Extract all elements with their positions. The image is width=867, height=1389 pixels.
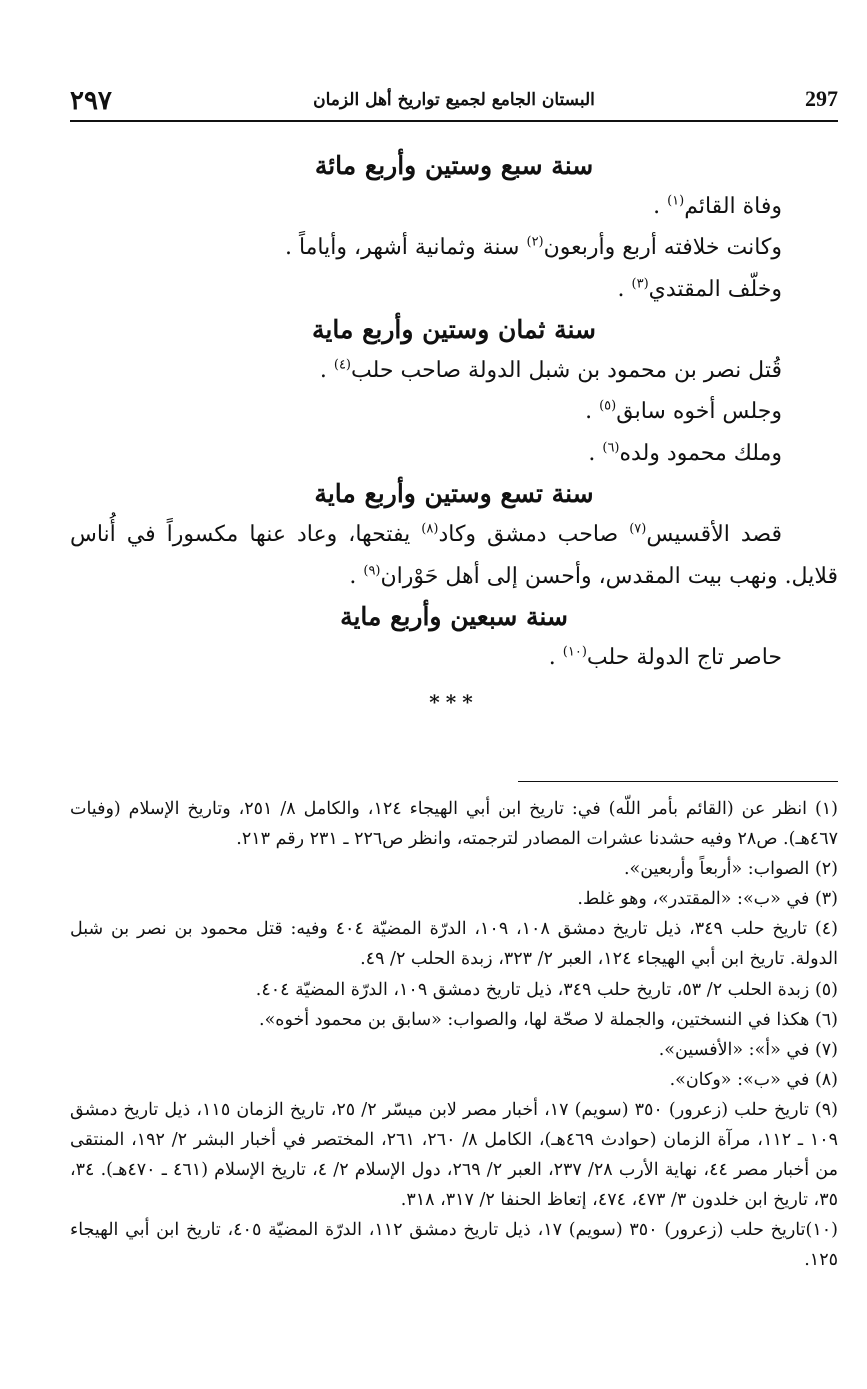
footnote-ref[interactable]: (٨) — [421, 521, 439, 537]
year-heading: سنة تسع وستين وأربع ماية — [314, 479, 594, 509]
footnote: (١) انظر عن (القائم بأمر اللّه) في: تاريخ ابن أبي الهيجاء ١٢٤، والكامل ٨/ ٢٥١، وتاريخ الإسلام (وفيات ٤٦٧هـ). ص٢٨ وفيه حشدنا عشرات المصادر لترجمته، وانظر ص٢٢٦ ـ ٢٣١ رقم ٢١٣. — [70, 799, 838, 850]
running-title: البستان الجامع لجميع تواريخ أهل الزمان — [313, 90, 595, 110]
footnote: (٦) هكذا في النسختين، والجملة لا صحّة لها، والصواب: «سابق بن محمود أخوه». — [259, 1009, 838, 1030]
year-heading: سنة ثمان وستين وأربع ماية — [312, 315, 596, 345]
footnote-ref[interactable]: (٧) — [629, 521, 647, 537]
text-line: وكانت خلافته أربع وأربعون$^{(٢)}$ سنة وثمانية أشهر، وأياماً . — [284, 235, 782, 261]
footnote-ref[interactable]: (٤) — [333, 357, 351, 373]
running-header — [70, 84, 838, 122]
main-text — [70, 146, 838, 714]
footnote-number: (٥) — [814, 979, 838, 1000]
footnote-ref[interactable]: (٢) — [526, 235, 544, 251]
footnote: (١٠)تاريخ حلب (زعرور) ٣٥٠ (سويم) ١٧، ذيل تاريخ دمشق ١١٢، الدرّة المضيّة ٤٠٥، تاريخ ابن أبي الهيجاء ١٢٥. — [70, 1220, 838, 1271]
footnote: (٧) في «أ»: «الأفسين». — [658, 1039, 838, 1060]
page-number-latin: 297 — [805, 86, 838, 111]
footnote-number: (٣) — [814, 889, 838, 910]
text-line: وملك محمود ولده$^{(٦)}$ . — [588, 440, 782, 466]
footnote: (٩) تاريخ حلب (زعرور) ٣٥٠ (سويم) ١٧، أخبار مصر لابن ميسّر ٢/ ٢٥، تاريخ الزمان ١١٥، ذيل تاريخ دمشق ١٠٩ ـ ١١٢، مرآة الزمان (حوادث ٤٦٩هـ)، الكامل ٨/ ٢٦٠، ٢٦١، المختصر في أخبار البشر ٢/ ١٩٢، المنتقى من أخبار مصر ٤٤، نهاية الأرب ٢٨/ ٢٣٧، العبر ٢/ ٢٦٩، دول الإسلام ٢/ ٤، تاريخ الإسلام (٤٦١ ـ ٤٧٠هـ). ٣٤، ٣٥، تاريخ ابن خلدون ٣/ ٤٧٣، ٤٧٤، إتعاظ الحنفا ٢/ ٣١٧، ٣١٨. — [70, 1099, 839, 1211]
footnotes — [70, 794, 838, 1276]
page-number-arabic: ٢٩٧ — [70, 86, 112, 116]
footnote-number: (٦) — [814, 1009, 838, 1030]
footnote-ref[interactable]: (١) — [667, 193, 685, 209]
footnote: (٣) في «ب»: «المقتدر»، وهو غلط. — [577, 889, 838, 910]
footnote: (٨) في «ب»: «وكان». — [669, 1069, 838, 1090]
text-line: وجلس أخوه سابق$^{(٥)}$ . — [585, 399, 782, 425]
footnote-number: (٩) — [814, 1099, 838, 1120]
footnote-number: (٤) — [814, 919, 838, 940]
footnote-ref[interactable]: (٥) — [599, 399, 617, 415]
footnote-number: (١) — [814, 799, 838, 819]
footnote-rule — [518, 781, 838, 782]
year-heading: سنة سبعين وأربع ماية — [340, 601, 568, 631]
text-line: وفاة القائم$^{(١)}$ . — [653, 193, 782, 219]
footnote-number: (٢) — [814, 859, 838, 880]
footnote: (٥) زبدة الحلب ٢/ ٥٣، تاريخ حلب ٣٤٩، ذيل تاريخ دمشق ١٠٩، الدرّة المضيّة ٤٠٤. — [255, 979, 838, 1000]
footnote-ref[interactable]: (٩) — [363, 563, 381, 579]
footnote-ref[interactable]: (٦) — [602, 440, 620, 456]
text-line: وخلّف المقتدي$^{(٣)}$ . — [617, 276, 782, 302]
footnote-number: (١٠) — [805, 1220, 838, 1241]
text-line: حاصر تاج الدولة حلب$^{(١٠)}$ . — [548, 644, 782, 670]
footnote: (٤) تاريخ حلب ٣٤٩، ذيل تاريخ دمشق ١٠٨، ١٠٩، الدرّة المضيّة ٤٠٤ وفيه: قتل محمود بن نصر بن شبل الدولة. تاريخ ابن أبي الهيجاء ١٢٤، العبر ٢/ ٣٢٣، زبدة الحلب ٢/ ٤٩. — [70, 919, 838, 970]
footnote-number: (٨) — [814, 1069, 838, 1090]
footnote-number: (٧) — [814, 1039, 838, 1060]
footnote-ref[interactable]: (١٠) — [562, 644, 587, 660]
section-separator: *** — [429, 690, 479, 715]
footnote-ref[interactable]: (٣) — [631, 276, 649, 292]
text-line: قُتل نصر بن محمود بن شبل الدولة صاحب حلب$^{(٤)}$ . — [319, 357, 782, 384]
text-paragraph: قصد الأقسيس$^{(٧)}$ صاحب دمشق وكاد$^{(٨)}$ يفتحها، وعاد عنها مكسوراً في أُناس قلايل. ونهب بيت المقدس، وأحسن إلى أهل حَوْران$^{(٩)}$ . — [70, 521, 838, 589]
year-heading: سنة سبع وستين وأربع مائة — [314, 151, 594, 180]
footnote: (٢) الصواب: «أربعاً وأربعين». — [623, 859, 838, 880]
